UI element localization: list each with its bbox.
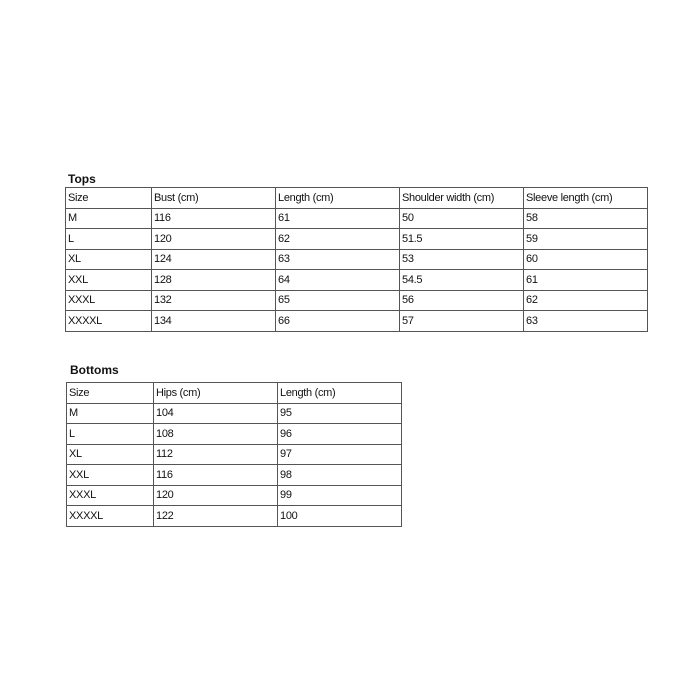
bust-cell: 128 (152, 270, 276, 291)
bottoms-section-title: Bottoms (70, 363, 119, 377)
header-size: Size (66, 188, 152, 209)
shoulder-width-cell: 50 (400, 208, 524, 229)
size-cell: M (66, 208, 152, 229)
hips-cell: 120 (154, 485, 278, 506)
length-cell: 62 (276, 229, 400, 250)
length-cell: 98 (278, 465, 402, 486)
size-cell: XXL (66, 270, 152, 291)
length-cell: 95 (278, 403, 402, 424)
hips-cell: 104 (154, 403, 278, 424)
sleeve-length-cell: 62 (524, 290, 648, 311)
sleeve-length-cell: 58 (524, 208, 648, 229)
shoulder-width-cell: 53 (400, 249, 524, 270)
length-cell: 100 (278, 506, 402, 527)
length-cell: 64 (276, 270, 400, 291)
length-cell: 63 (276, 249, 400, 270)
size-cell: L (67, 424, 154, 445)
table-header-row (67, 383, 402, 404)
table-row (66, 270, 648, 291)
bottoms-size-table (66, 382, 402, 527)
table-row (67, 403, 402, 424)
header-sleeve-length: Sleeve length (cm) (524, 188, 648, 209)
size-cell: XXXL (66, 290, 152, 311)
length-cell: 61 (276, 208, 400, 229)
table-row (67, 444, 402, 465)
tops-section-title: Tops (68, 172, 96, 186)
hips-cell: 122 (154, 506, 278, 527)
size-cell: XL (66, 249, 152, 270)
table-row (66, 311, 648, 332)
header-shoulder-width: Shoulder width (cm) (400, 188, 524, 209)
size-cell: XXXXL (66, 311, 152, 332)
table-row (67, 506, 402, 527)
hips-cell: 112 (154, 444, 278, 465)
bust-cell: 116 (152, 208, 276, 229)
bust-cell: 134 (152, 311, 276, 332)
bust-cell: 124 (152, 249, 276, 270)
header-bust: Bust (cm) (152, 188, 276, 209)
table-row (67, 485, 402, 506)
table-row (67, 465, 402, 486)
length-cell: 65 (276, 290, 400, 311)
size-cell: XXL (67, 465, 154, 486)
bust-cell: 120 (152, 229, 276, 250)
header-size: Size (67, 383, 154, 404)
header-hips: Hips (cm) (154, 383, 278, 404)
length-cell: 96 (278, 424, 402, 445)
table-row (66, 208, 648, 229)
shoulder-width-cell: 56 (400, 290, 524, 311)
table-row (66, 290, 648, 311)
size-cell: XXXL (67, 485, 154, 506)
sleeve-length-cell: 60 (524, 249, 648, 270)
size-cell: XL (67, 444, 154, 465)
size-cell: XXXXL (67, 506, 154, 527)
header-length: Length (cm) (278, 383, 402, 404)
hips-cell: 108 (154, 424, 278, 445)
bust-cell: 132 (152, 290, 276, 311)
table-row (66, 229, 648, 250)
length-cell: 66 (276, 311, 400, 332)
hips-cell: 116 (154, 465, 278, 486)
sleeve-length-cell: 59 (524, 229, 648, 250)
size-cell: M (67, 403, 154, 424)
table-row (67, 424, 402, 445)
sleeve-length-cell: 61 (524, 270, 648, 291)
shoulder-width-cell: 51.5 (400, 229, 524, 250)
size-cell: L (66, 229, 152, 250)
shoulder-width-cell: 57 (400, 311, 524, 332)
table-header-row (66, 188, 648, 209)
length-cell: 99 (278, 485, 402, 506)
tops-size-table (65, 187, 648, 332)
sleeve-length-cell: 63 (524, 311, 648, 332)
header-length: Length (cm) (276, 188, 400, 209)
table-row (66, 249, 648, 270)
length-cell: 97 (278, 444, 402, 465)
shoulder-width-cell: 54.5 (400, 270, 524, 291)
